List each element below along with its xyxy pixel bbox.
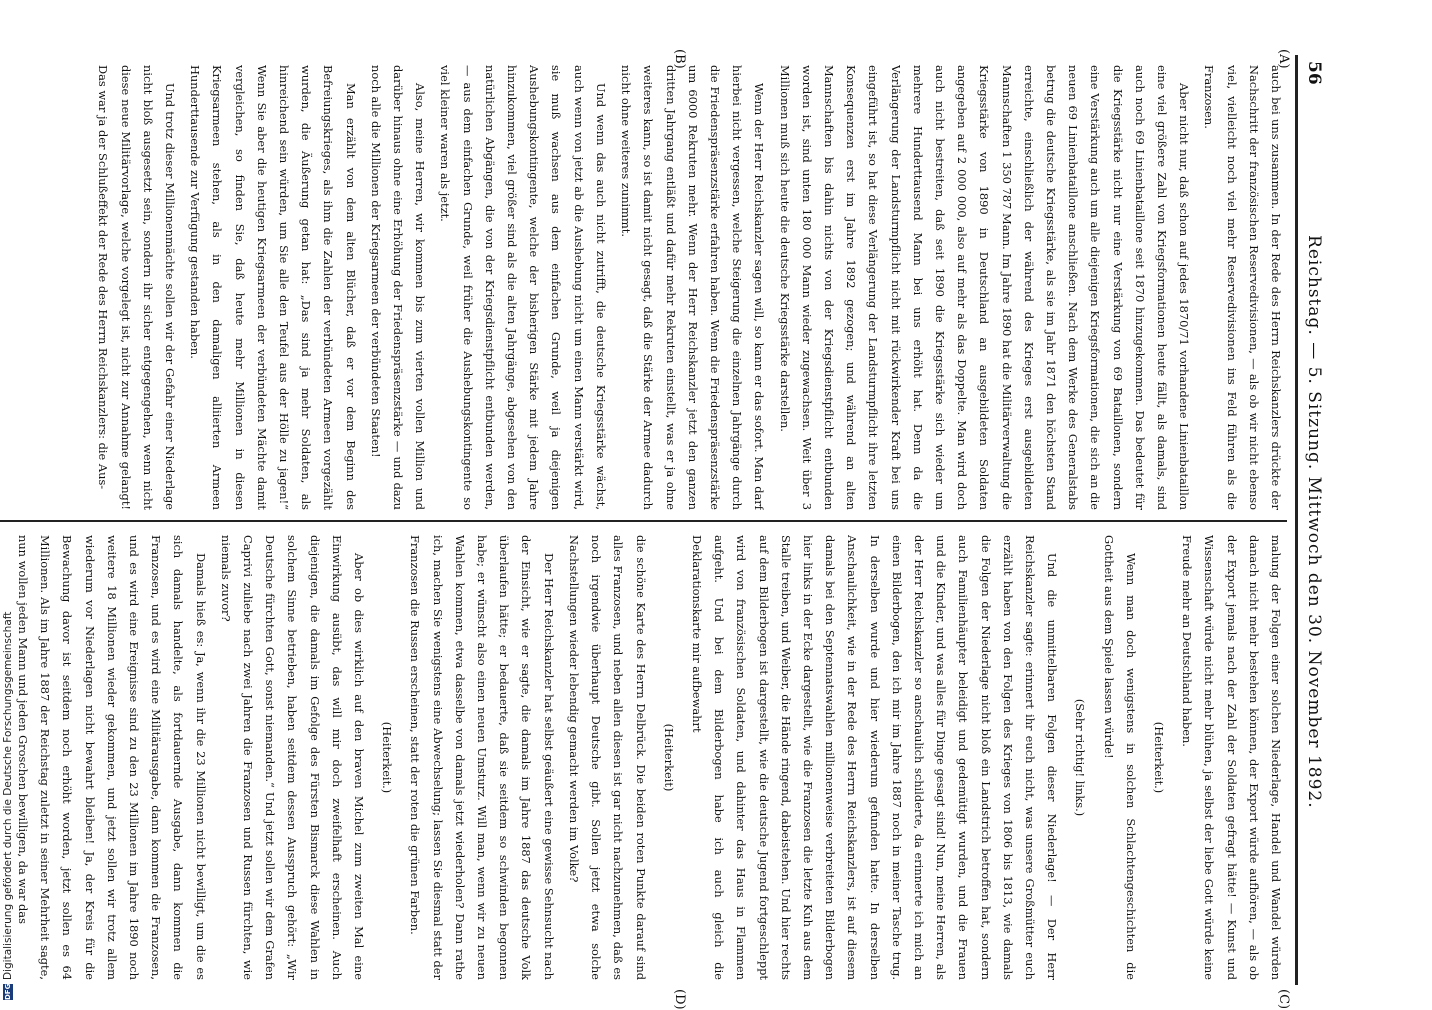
paragraph: auch bei uns zusammen. In der Rede des Herrn Reichskanzlers drückte der Nachschritt der französischen Reservedivisionen, — als ob wir nicht ebenso viel, vielleicht noch viel mehr Reservedivisionen ins Feld führen als die Franzosen. bbox=[1202, 65, 1283, 510]
paragraph: Und die unmittelbaren Folgen dieser Niederlage! — Der Herr Reichskanzler sagte: erinnert ihr euch nicht, was unsere Großmütter euch erzählt haben von den Folgen des Krieges von 1806 bis 1813, wie damals die Folgen der Niederlage nicht bloß ein Landstrich betroffen hat, sondern auch Familienhäupter beleidigt und gedemütigt wurden, und die Frauen und die Kinder, und was alles für Dinge gesagt sind! Nun, meine Herren, als der Herr Reichskanzler so anschaulich schilderte, da erinnerte ich mich an einen Bilderbogen, den ich mir im Jahre 1887 noch in meiner Tasche trug. In derselben wurde und hier wiederum gefunden hatte. In derselben Anschaulichkeit, wie in der Rede des Herrn Reichskanzlers, ist auf diesem damals bei den Septennatswahlen millionenweise verbreiteten Bilderbogen hier links in der Ecke dargestellt, wie die Franzosen die letzte Kuh aus dem Stalle treiben, und Weiber, die Hände ringend, dabeistehen. Und hier rechts auf dem Bilderbogen ist dargestellt, wie die deutsche Jugend fortgeschleppt wird von französischen Soldaten, und dahinter das Haus in Flammen aufgeht. Und bei dem Bilderbogen habe ich auch gleich die Deklarationskarte mir aufbewahrt bbox=[689, 535, 1060, 980]
paragraph: Also, meine Herren, wir kommen bis zum vierten vollen Million und darüber hinaus ohne eine Erhöhung der Friedenspräsenzstärke — und dazu noch alle die Millionen der Kriegsarmeen der verbündeten Staaten! bbox=[368, 65, 428, 510]
footer bbox=[2, 0, 14, 1000]
interjection: (Sehr richtig! links.) bbox=[1073, 698, 1088, 817]
margin-marker-c: (C) bbox=[1276, 989, 1291, 1010]
column-divider bbox=[0, 520, 1287, 522]
interjection: (Heiterkeit.) bbox=[380, 721, 395, 794]
left-column bbox=[0, 65, 1287, 510]
footer-strip bbox=[0, 0, 16, 1000]
page-number: 56 bbox=[1304, 61, 1324, 85]
paragraph: Aber nicht nur, daß schon auf jedes 1870/71 vorhandene Linienbataillon eine viel größere Zahl von Kriegsformationen heute fällt, als damals, sind auch noch 69 Linienbataillone seit 1870 hinzugekommen. Das bedeutet für die Kriegsstärke nicht nur eine Verstärkung von 69 Bataillonen, sondern eine Verstärkung auch um alle diejenigen Kriegsformationen, die sich an die neuen 69 Linienbataillone anschließen. Nach dem Werke des Generalstabs betrug die deutsche Kriegsstärke, als sie im Jahr 1871 den höchsten Stand erreichte, einschließlich der während des Krieges erst ausgebildeten Mannschaften 1 350 787 Mann. Im Jahre 1890 hat die Militärverwaltung die Kriegsstärke von 1890 in Deutschland an ausgebildeten Soldaten angegeben auf 2 000 000, also auf mehr als das Doppelte. Man wird doch auch nicht bestreiten, daß seit 1890 die Kriegsstärke sich wieder um mehrere Hunderttausend Mann bei uns erhöht hat. Denn da die Verlängerung der Landsturmpflicht nicht mit rückwirkender Kraft bei uns eingeführt ist, so hat diese Verlängerung der Landsturmpflicht ihre letzten Konsequenzen erst im Jahre 1892 gezogen; und während an alten Mannschaften bis dahin nichts von der Kriegsdienstpflicht entbunden worden ist, sind unten 180 000 Mann wieder zugewachsen. Weit über 3 Millionen muß sich heute die deutsche Kriegsstärke darstellen. bbox=[777, 65, 1192, 510]
footer-credit: Digitalisierung gefördert durch die Deutsche Forschungsgemeinschaft bbox=[2, 611, 14, 980]
interjection: (Heiterkeit) bbox=[661, 723, 676, 792]
paragraph: Man erzählt von dem alten Blücher, daß er vor dem Beginn des Befreiungskrieges, als ihm die Zahlen der verbündeten Armeen vorgezählt wurden, die Äußerung getan hat: „Das sind ja mehr Soldaten, als hinreichend sein würden, um Sie alle den Teufel aus der Hölle zu jagen!“ Wenn Sie aber die heutigen Kriegsarmeen der verbündeten Mächte damit vergleichen, so finden Sie, daß heute mehr Millionen in diesen Kriegsarmeen stehen, als in den damaligen alliierten Armeen Hunderttausende zur Verfügung gestanden haben. bbox=[188, 65, 358, 510]
paragraph: Und wenn das auch nicht zutrifft, die deutsche Kriegsstärke wächst, auch wenn von jetzt ab die Aushebung nicht um einen Mann verstärkt wird, sie muß wachsen aus dem einfachen Grunde, weil ja diejenigen Aushebungskontingente, welche der bisherigen Stärke mit jedem Jahre hinzukommen, viel größer sind als die alten Jahrgänge, abgesehen von den natürlichen Abgängen, die von der Kriegsdienstpflicht entbunden werden, — aus dem einfachen Grunde, weil früher die Aushebungskontingente so viel kleiner waren als jetzt. bbox=[438, 65, 608, 510]
paragraph: Der Herr Reichskanzler hat selbst geäußert eine gewisse Sehnsucht nach der Einsicht, wie er sagte, die damals im Jahre 1887 das deutsche Volk überlaufen hätte; er bedauerte, daß sie seitdem so schwinden begonnen habe; er wünscht also einen neuen Umsturz. Will man, wenn wir zu neuen Wahlen kommen, etwa dasselbe von damals jetzt wiederholen? Dann rathe ich, machen Sie wenigstens eine Abwechselung; lassen Sie diesmal statt der Franzosen die Russen erscheinen, statt der roten die grünen Farben. bbox=[408, 535, 556, 980]
paragraph: Damals hieß es: Ja, wenn ihr die 23 Millionen nicht bewilligt, um die es sich damals handelte, als fortdauernde Ausgabe, dann kommen die Franzosen, und es wird eine Militärausgabe, dann kommen die Franzosen, und es wird eine Ereignisse sind zu den 23 Millionen im Jahre 1890 noch weitere 18 Millionen wieder gekommen, und jetzt sollen wir trotz allem wiederum vor Niederlagen nicht bewahrt bleiben! Ja, der Kreis für die Bewachung davor ist seitdem noch erhöht worden, jetzt sollen es 64 Millionen. Als im Jahre 1887 der Reichstag zuletzt in seiner Mehrheit sagte, nun wollen jeden Mann und jeden Groschen bewilligen, da war das bbox=[16, 535, 208, 980]
right-column bbox=[0, 535, 1287, 980]
dfg-logo-icon: DFG bbox=[4, 983, 12, 1000]
paragraph: malung der Folgen einer solchen Niederlage, Handel und Wandel würden danach nicht mehr bestehen können, der Export würde aufhören, — als ob der Export jemals nach der Zahl der Soldaten gefragt hätte! — Kunst und Wissenschaft würde nicht mehr blühen, ja selbst der liebe Gott würde keine Freude mehr an Deutschland haben. bbox=[1180, 535, 1283, 980]
margin-marker-b: (B) bbox=[672, 49, 687, 69]
margin-marker-a: (A) bbox=[1276, 49, 1291, 69]
interjection: (Heiterkeit.) bbox=[1151, 721, 1166, 794]
page-header bbox=[1295, 55, 1335, 985]
margin-marker-d: (D) bbox=[672, 989, 687, 1010]
paragraph: Wenn man doch wenigstens in solchen Schlachtengeschichten die Gottheit aus dem Spiele lassen würde! bbox=[1101, 535, 1138, 980]
paragraph: Und trotz dieser Millionenmächte sollen wir der Gefahr einer Niederlage nicht bloß ausgesetzt sein, sondern ihr sicher entgegengehen, wenn nicht diese neue Militärvorlage, welche vorgelegt ist, nicht zur Annahme gelangt! Das war ja der Schlußeffekt der Rede des Herrn Reichskanzlers: die Aus- bbox=[96, 65, 178, 510]
paragraph: Aber ob dies wirklich auf den braven Michel zum zweiten Mal eine Einwirkung ausübt, das will mir doch zweifelhaft erscheinen. Auch diejenigen, die damals im Gefolge des Fürsten Bismarck diese Wahlen in solchem Sinne betrieben, haben seitdem dessen Ausspruch gehört: „Wir Deutsche fürchten Gott, sonst niemanden.“ Und jetzt sollen wir dem Grafen Caprivi zuliebe nach zwei Jahren die Franzosen und Russen fürchten, wie niemals zuvor? bbox=[218, 535, 367, 980]
paragraph: die schöne Karte des Herrn Delbrück. Die beiden roten Punkte darauf sind alles Franzosen, und neben allen diesen ist gar nicht nachzunehmen, daß es noch irgendwie überhaupt Deutsche gibt. Sollen jetzt etwa solche Nachstellungen wieder lebendig gemacht werden im Volke? bbox=[566, 535, 648, 980]
page-title: Reichstag. — 5. Sitzung. Mittwoch den 30. November 1892. bbox=[1304, 235, 1324, 809]
paragraph: Wenn der Herr Reichskanzler sagen will, so kann er das sofort. Man darf hierbei nicht vergessen, welche Steigerung die einzelnen Jahrgänge durch die Friedenspräsenzstärke erfahren haben. Wenn die Friedenspräsenzstärke um 6000 Rekruten mehr. Wenn der Herr Reichskanzler jetzt den ganzen dritten Jahrgang entläßt und dafür mehr Rekruten einstellt, was er ja ohne weiteres kann, so ist damit nicht gesagt, daß die Stärke der Armee dadurch nicht ohne weiteres zunimmt. bbox=[619, 65, 767, 510]
